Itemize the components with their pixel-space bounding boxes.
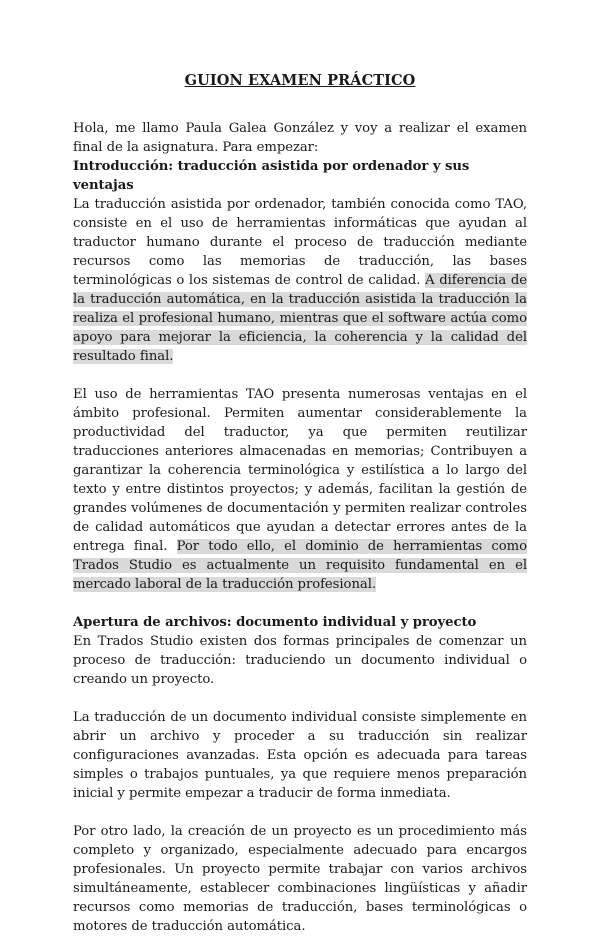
paragraph-gap (73, 594, 527, 613)
paragraph-two-forms: En Trados Studio existen dos formas principales de comenzar un proceso de traducción: traduciendo un documento individual o creando un proyecto. (73, 634, 527, 687)
intro-paragraph: Hola, me llamo Paula Galea González y voy a realizar el examen final de la asignatura. Para empezar: (73, 121, 527, 155)
paragraph-individual-document: La traducción de un documento individual consiste simplemente en abrir un archivo y proceder a su traducción sin realizar configuraciones avanzadas. Esta opción es adecuada para tareas simples o trabajos puntuales, ya que requiere menos preparación inicial y permite empezar a traducir de forma inmediata. (73, 710, 527, 801)
paragraph-gap (73, 366, 527, 385)
paragraph-tao-advantages (73, 385, 527, 594)
paragraph-gap (73, 803, 527, 822)
highlighted-text: Por todo ello, el dominio de herramientas como Trados Studio es actualmente un requisito fundamental en el mercado laboral de la traducción profesional. (73, 539, 527, 592)
paragraph-text: El uso de herramientas TAO presenta numerosas ventajas en el ámbito profesional. Permiten aumentar considerablemente la productividad del traductor, ya que permiten reutilizar traducciones anteriores almacenadas en memorias; Contribuyen a garantizar la coherencia terminológica y estilística a lo largo del texto y entre distintos proyectos; y además, facilitan la gestión de grandes volúmenes de documentación y permiten realizar controles de calidad automáticos que ayudan a detectar errores antes de la entrega final. (73, 387, 527, 554)
document-title: GUION EXAMEN PRÁCTICO (184, 72, 416, 89)
section-heading-apertura: Apertura de archivos: documento individual y proyecto (73, 615, 477, 630)
paragraph-tao-definition (73, 195, 527, 366)
highlighted-text: A diferencia de la traducción automática, en la traducción asistida la traducción la realiza el profesional humano, mientras que el software actúa como apoyo para mejorar la eficiencia, la coherencia y la calidad del resultado final. (73, 273, 527, 364)
paragraph-gap (73, 689, 527, 708)
section-heading-introduccion: Introducción: traducción asistida por ordenador y sus ventajas (73, 159, 470, 193)
paragraph-project: Por otro lado, la creación de un proyecto es un procedimiento más completo y organizado, especialmente adecuado para encargos profesionales. Un proyecto permite trabajar con varios archivos simultáneamente, establecer combinaciones lingüísticas y añadir recursos como memorias de traducción, bases terminológicas o motores de traducción automática. (73, 824, 527, 934)
paragraph-text: La traducción asistida por ordenador, también conocida como TAO, consiste en el uso de herramientas informáticas que ayudan al traductor humano durante el proceso de traducción mediante recursos como las memorias de traducción, las bases terminológicas o los sistemas de control de calidad. (73, 197, 527, 288)
